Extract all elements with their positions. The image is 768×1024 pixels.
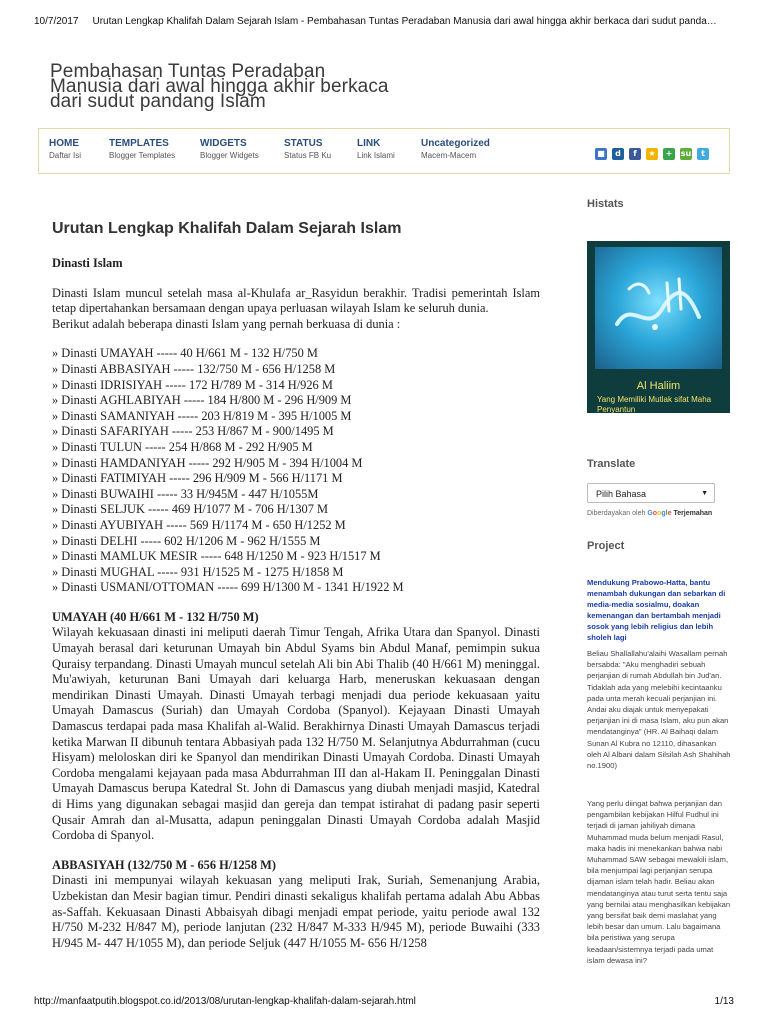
nav-templates[interactable]	[109, 138, 175, 160]
print-footer	[34, 996, 734, 1007]
section-heading: Dinasti Islam	[52, 256, 123, 270]
dynasty-item: » Dinasti AYUBIYAH ----- 569 H/1174 M - 650 H/1252 M	[52, 517, 346, 532]
intro-paragraph: Dinasti Islam muncul setelah masa al-Khulafa ar_Rasyidun berakhir. Tradisi pemerintah Islam tetap dipertahankan bersamaan dengan upaya perluasan wilayah Islam ke seluruh dunia.	[52, 285, 540, 316]
delicious-icon[interactable]: ■	[595, 148, 607, 160]
dynasty-item: » Dinasti HAMDANIYAH ----- 292 H/905 M - 394 H/1004 M	[52, 455, 363, 470]
social-icons	[595, 145, 714, 163]
dynasty-item: » Dinasti FATIMIYAH ----- 296 H/909 M - 566 H/1171 M	[52, 471, 343, 486]
nav-status[interactable]	[284, 138, 331, 160]
stumbleupon-icon[interactable]: su	[680, 148, 692, 158]
nav-templates-sub[interactable]: Blogger Templates	[109, 151, 176, 160]
histats-caption: Al Haliim	[636, 380, 681, 392]
nav-widgets[interactable]	[200, 138, 259, 160]
print-page-number: 1/13	[714, 996, 734, 1007]
google-translate-attribution	[587, 510, 712, 517]
print-date: 10/7/2017	[34, 16, 79, 27]
print-header	[34, 16, 754, 27]
nav-uncategorized-sub[interactable]: Macem-Macem	[421, 151, 477, 160]
favorite-star-icon[interactable]: ★	[646, 148, 658, 160]
terjemahan-link[interactable]: Terjemahan	[673, 510, 713, 517]
project-heading: Project	[587, 540, 625, 552]
nav-link-label[interactable]: LINK	[357, 138, 381, 149]
histats-image[interactable]	[587, 241, 730, 413]
nav-home[interactable]	[49, 138, 81, 160]
dynasty-item: » Dinasti USMANI/OTTOMAN ----- 699 H/1300 M - 1341 H/1922 M	[52, 580, 404, 595]
nav-uncategorized[interactable]	[421, 138, 490, 160]
calligraphy-icon	[607, 269, 707, 339]
translate-heading: Translate	[587, 458, 636, 470]
abbasiyah-paragraph: Dinasti ini mempunyai wilayah kekuasan yang meliputi Irak, Suriah, Semenanjung Arabia, Uzbekistan dan Mesir bagian timur. Pendiri dinasti sekaligus khalifah pertama adalah Abu Abbas as-Saffah. Kekuasaan Dinasti Abbaisyah dibagi menjadi empat periode, yaitu periode awal 132 H/750 M-232 H/847 M), periode lanjutan (232 H/847 M-333 H/945 M), periode Buwaihi (333 H/945 M- 447 H/1055 M), dan periode Seljuk (447 H/1055 M- 656 H/1258	[52, 873, 540, 950]
abbasiyah-heading: ABBASIYAH (132/750 M - 656 H/1258 M)	[52, 857, 276, 872]
dynasty-item: » Dinasti SAFARIYAH ----- 253 H/867 M - 900/1495 M	[52, 424, 334, 439]
nav-home-sub[interactable]: Daftar Isi	[49, 151, 82, 160]
nav-home-label[interactable]: HOME	[49, 138, 79, 149]
histats-caption-sub: Yang Memiliki Mutlak sifat Maha Penyantun	[597, 395, 712, 413]
digg-icon[interactable]: d	[612, 148, 624, 160]
dynasty-item: » Dinasti MAMLUK MESIR ----- 648 H/1250 M - 923 H/1517 M	[52, 549, 381, 564]
twitter-icon[interactable]: t	[697, 148, 709, 160]
nav-widgets-sub[interactable]: Blogger Widgets	[200, 151, 259, 160]
language-select-value: Pilih Bahasa	[596, 489, 647, 499]
chevron-down-icon: ▼	[701, 490, 708, 497]
dynasty-item: » Dinasti IDRISIYAH ----- 172 H/789 M - 314 H/926 M	[52, 377, 333, 392]
dynasty-item: » Dinasti BUWAIHI ----- 33 H/945M - 447 H/1055M	[52, 486, 319, 501]
nav-uncategorized-label[interactable]: Uncategorized	[421, 138, 490, 149]
blog-title[interactable]	[50, 61, 410, 112]
blog-title-line-3[interactable]: dari sudut pandang Islam	[50, 91, 266, 112]
nav-status-sub[interactable]: Status FB Ku	[284, 151, 332, 160]
add-icon[interactable]: +	[663, 148, 675, 160]
umayah-paragraph: Wilayah kekuasaan dinasti ini meliputi daerah Timur Tengah, Afrika Utara dan Spanyol. Dinasti Umayah berasal dari keturunan Umayah bin Abdul Syams bin Abdul Manaf, pemimpin sukua Quraisy terpandang. Dinasti Umayah muncul setelah Ali bin Abi Thalib (40 H/661 M) meninggal. Mu'awiyah, keturunan Bani Umayah dari keluarga Harb, meneruskan kekuasaan dengan mendirikan Dinasti Umayah. Dinasti Umayah terbagi menjadi dua periode kekuasaan yaitu Umayah Damascus (Suriah) dan Umayah Cordoba (Spanyol). Kejayaan Dinasti Umayah Damascus terdapai pada masa Khalifah al-Walid. Berakhirnya Dinasti Umayah Damascus terjadi ketika Marwan II dibunuh tentara Abbasiyah pada 132 H/750 M. Selanjutnya Abdurrahman (cucu Hisyam) meloloskan diri ke Spanyol dan mendirikan Dinasti Umayah Cordoba. Dinasti Umayah Cordoba mengalami kejayaan pada masa Abdurrahman III dan al-Hakam II. Peninggalan Dinasti Umayah Damascus berupa Katedral St. John di Damascus yang diubah menjadi masjid, Katedral di Hims yang digunakan sebagai masjid dan gereja dan tempat istirahat di padang pasir seperti Qusair Amrah dan al-Musatta, adapun peninggalan Dinasti Umayah Cordoba adalah Masjid Cordoba di Spanyol.	[52, 625, 540, 843]
post-body	[52, 256, 540, 951]
google-logo: Google	[647, 510, 672, 517]
facebook-icon[interactable]: f	[629, 148, 641, 160]
umayah-heading: UMAYAH (40 H/661 M - 132 H/750 M)	[52, 609, 259, 624]
dynasty-item: » Dinasti AGHLABIYAH ----- 184 H/800 M - 296 H/909 M	[52, 393, 352, 408]
blog-title-line-2[interactable]: Manusia dari awal hingga akhir berkaca	[50, 76, 389, 97]
dynasty-item: » Dinasti DELHI ----- 602 H/1206 M - 962 H/1555 M	[52, 533, 321, 548]
nav-status-label[interactable]: STATUS	[284, 138, 323, 149]
nav-link-sub[interactable]: Link Islami	[357, 151, 395, 160]
histats-heading: Histats	[587, 198, 624, 210]
navbar	[38, 128, 730, 174]
print-url: http://manfaatputih.blogspot.co.id/2013/08/urutan-lengkap-khalifah-dalam-sejarah.html	[34, 996, 416, 1007]
print-title: Urutan Lengkap Khalifah Dalam Sejarah Islam - Pembahasan Tuntas Peradaban Manusia dari awal hingga akhir berkaca dari sudut panda…	[92, 16, 717, 27]
dynasty-item: » Dinasti TULUN ----- 254 H/868 M - 292 H/905 M	[52, 439, 313, 454]
dynasty-item: » Dinasti SELJUK ----- 469 H/1077 M - 706 H/1307 M	[52, 502, 329, 517]
language-select[interactable]	[587, 483, 715, 503]
powered-by-label: Diberdayakan oleh	[587, 510, 646, 517]
blog-title-line-1[interactable]: Pembahasan Tuntas Peradaban	[50, 61, 326, 82]
intro-list-lead: Berikut adalah beberapa dinasti Islam yang pernah berkuasa di dunia :	[52, 316, 401, 331]
dynasty-item: » Dinasti UMAYAH ----- 40 H/661 M - 132 H/750 M	[52, 346, 318, 361]
dynasty-item: » Dinasti MUGHAL ----- 931 H/1525 M - 1275 H/1858 M	[52, 564, 344, 579]
project-text-2: Yang perlu diingat bahwa perjanjian dan pengambilan kebijakan Hilful Fudhul ini terjadi di jaman jahiliyah dimana Muhammad muda belum menjadi Rasul, maka hadis ini menekankan bahwa nabi Muhammad SAW sebagai mewakili islam, bila menjumpai lagi perjanjian serupa dijaman islam telah hadir. Beliau akan mendatanginya atau turut serta tentu saja yang bernilai atau menghasilkan kebijakan yang bersifat baik demi maslahat yang lebih besar dan umum. Lalu bagaimana bila peristiwa yang serupa keadaan/sistemnya terjadi pada umat islam dewasa ini?	[587, 799, 731, 965]
dynasty-item: » Dinasti SAMANIYAH ----- 203 H/819 M - 395 H/1005 M	[52, 408, 352, 423]
nav-widgets-label[interactable]: WIDGETS	[200, 138, 247, 149]
project-text-1: Beliau Shallallahu'alaihi Wasallam pernah bersabda: "Aku menghadiri sebuah perjanjian di rumah Abdullah bin Jud'an. Tidaklah ada yang melebihi kecintaanku pada unta merah kecuali perjanjian ini. Andai aku diajak untuk menyepakati perjanjian ini di masa Islam, aku pun akan mendatanginya" (HR. Al Baihaqi dalam Sunan Al Kubra no 12110, dihasankan oleh Al Albani dalam Silsilah Ash Shahihah no.1900)	[587, 649, 731, 771]
project-link[interactable]: Mendukung Prabowo-Hatta, bantu menambah dukungan dan sebarkan di media-media sosialmu, doakan kemenangan dan bertambah menjadi sosok yang lebih religius dan lebih sholeh lagi	[587, 578, 726, 642]
post-title[interactable]: Urutan Lengkap Khalifah Dalam Sejarah Islam	[52, 220, 402, 237]
nav-templates-label[interactable]: TEMPLATES	[109, 138, 169, 149]
nav-link[interactable]	[357, 138, 395, 160]
dynasty-item: » Dinasti ABBASIYAH ----- 132/750 M - 656 H/1258 M	[52, 361, 336, 376]
